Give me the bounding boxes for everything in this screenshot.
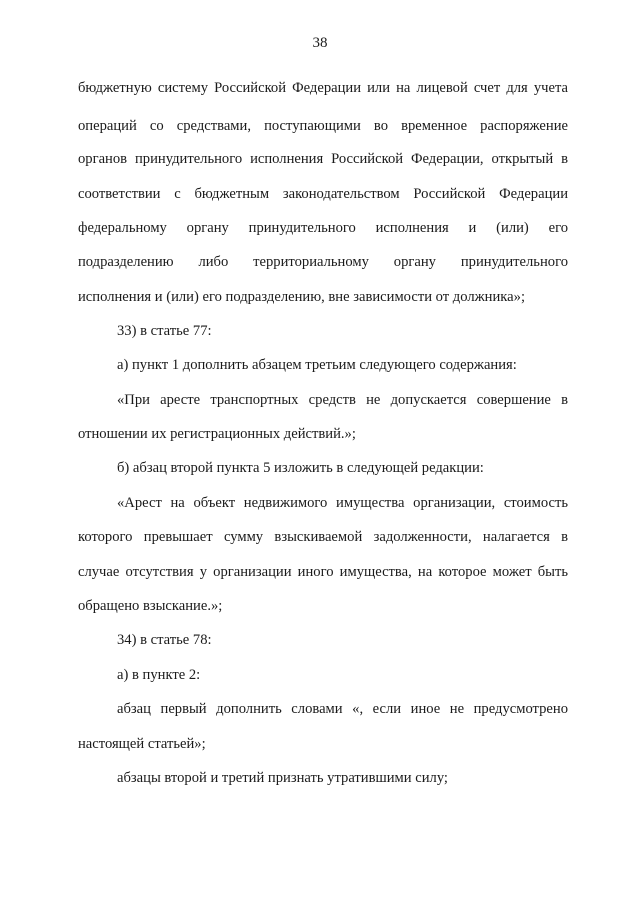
text-line: «При аресте транспортных средств не допускается совершение в: [117, 392, 568, 408]
text-line: а) пункт 1 дополнить абзацем третьим следующего содержания:: [117, 357, 517, 373]
text-line: абзац первый дополнить словами «, если иное не предусмотрено: [117, 701, 568, 717]
text-line: исполнения и (или) его подразделению, вне зависимости от должника»;: [78, 289, 526, 305]
text-line: «Арест на объект недвижимого имущества организации, стоимость: [117, 495, 568, 511]
text-line: обращено взыскание.»;: [78, 598, 223, 614]
text-line: подразделению либо территориальному органу принудительного: [78, 254, 568, 270]
text-line: настоящей статьей»;: [78, 736, 206, 752]
text-line: а) в пункте 2:: [117, 667, 201, 683]
text-line: б) абзац второй пункта 5 изложить в следующей редакции:: [117, 460, 484, 476]
text-line: абзацы второй и третий признать утратившими силу;: [117, 770, 448, 786]
text-line: соответствии с бюджетным законодательством Российской Федерации: [78, 186, 568, 202]
text-line: случае отсутствия у организации иного имущества, на которое может быть: [78, 564, 568, 580]
text-line: отношении их регистрационных действий.»;: [78, 426, 356, 442]
text-line: федеральному органу принудительного исполнения и (или) его: [78, 220, 568, 236]
text-line: операций со средствами, поступающими во временное распоряжение: [78, 118, 568, 134]
text-line: органов принудительного исполнения Российской Федерации, открытый в: [78, 151, 568, 167]
text-line: которого превышает сумму взыскиваемой задолженности, налагается в: [78, 529, 568, 545]
page-number: 38: [312, 35, 328, 51]
text-line: бюджетную систему Российской Федерации или на лицевой счет для учета: [78, 80, 568, 96]
text-line: 34) в статье 78:: [117, 632, 212, 648]
text-line: 33) в статье 77:: [117, 323, 212, 339]
